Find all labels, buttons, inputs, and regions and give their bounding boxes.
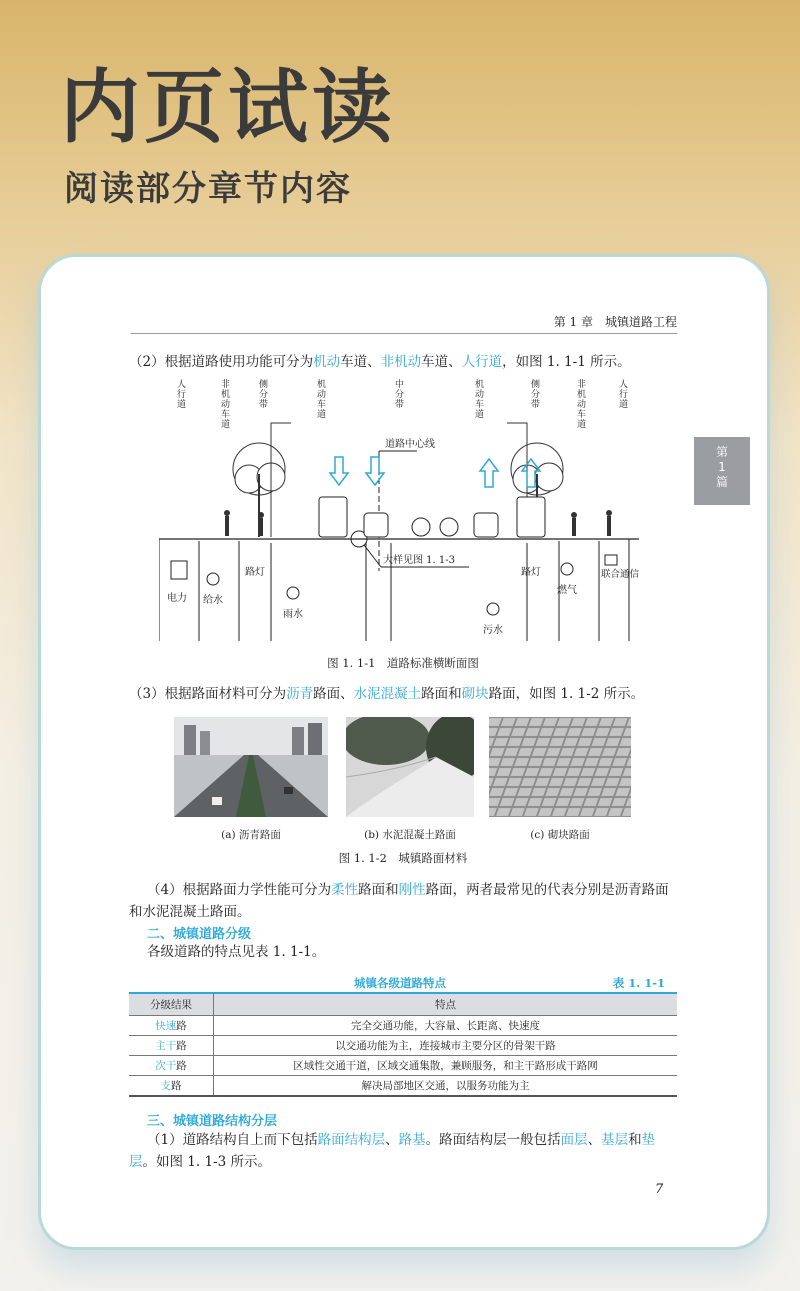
promo-title: 内页试读: [60, 61, 396, 154]
table-title: 城镇各级道路特点: [354, 976, 446, 990]
utility-label: 路灯: [521, 567, 541, 578]
lane-label-char: 动: [475, 390, 485, 400]
lane-labels: [177, 379, 628, 430]
keyword: 路面结构层: [317, 1132, 386, 1148]
power-conduit-icon: [171, 561, 187, 579]
lane-label-char: 人: [177, 380, 187, 390]
lane-label-char: 侧: [259, 380, 269, 390]
keyword: 路基: [398, 1132, 426, 1148]
car-icon: [364, 513, 388, 537]
text: 。如图 1. 1-3 所示。: [142, 1154, 271, 1170]
page-preview-card: [38, 254, 770, 1250]
lane-label-char: 车: [221, 410, 231, 420]
lane-label-char: 道: [577, 420, 587, 430]
road-cross-section-figure: [159, 379, 639, 647]
lane-label: [531, 379, 540, 410]
text: 路: [171, 1080, 182, 1092]
lane-label-char: 行: [177, 390, 187, 400]
text: 。路面结构层一般包括: [425, 1132, 561, 1148]
keyword: 快速: [155, 1020, 177, 1032]
lane-label-char: 机: [577, 390, 587, 400]
cyclist-icon: [258, 512, 264, 518]
text: 和: [628, 1132, 642, 1148]
running-head: 第 1 章 城镇道路工程: [553, 315, 677, 329]
detail-leader: [364, 545, 381, 567]
feature-cell: 以交通功能为主，连接城市主要分区的骨架干路: [214, 1036, 678, 1056]
pipe-icon: [561, 563, 573, 575]
lane-label-char: 道: [177, 400, 187, 410]
pipe-icon: [287, 587, 299, 599]
lane-label-char: 带: [531, 400, 541, 410]
lane-label: [317, 379, 326, 420]
cyclist-icon: [572, 518, 576, 536]
column-header: 特点: [214, 993, 678, 1016]
paragraph-road-mechanics: [129, 879, 677, 923]
photo-caption: (a) 沥青路面: [221, 829, 281, 841]
figure-caption: 图 1. 1-2 城镇路面材料: [338, 851, 468, 865]
table-header-row: [129, 993, 677, 1016]
text: 路面和: [358, 882, 399, 898]
table-row: [129, 1036, 677, 1056]
lane-label-char: 道: [475, 410, 485, 420]
keyword: 砌块: [461, 686, 489, 702]
pipe-icon: [207, 573, 219, 585]
paragraph-road-function: [129, 351, 677, 373]
utility-label: 雨水: [283, 609, 303, 620]
pedestrian-icon: [224, 510, 230, 516]
lane-label: [259, 379, 268, 410]
lane-label-char: 机: [221, 390, 231, 400]
grade-cell: [129, 1036, 214, 1056]
lane-label-char: 侧: [531, 380, 541, 390]
keyword: 水泥混凝土: [353, 686, 422, 702]
text: 路面，如图 1. 1-2 所示。: [488, 686, 645, 702]
text: 、: [587, 1132, 602, 1148]
table-row: [129, 1056, 677, 1076]
lane-label-char: 带: [395, 400, 405, 410]
part-tab-char: 1: [718, 460, 726, 474]
text: 路: [176, 1040, 187, 1052]
lane-label-char: 动: [317, 390, 327, 400]
keyword: 非机动: [380, 354, 422, 370]
feature-cell: 完全交通功能，大容量、长距离、快速度: [214, 1016, 678, 1036]
detail-note: 大样见图 1. 1-3: [383, 555, 456, 566]
lane-label-char: 车: [475, 400, 485, 410]
lane-label-char: 分: [259, 390, 269, 400]
shrub-icon: [412, 518, 430, 536]
text: （4）根据路面力学性能可分为: [147, 882, 332, 898]
road-grade-table: [129, 992, 677, 1097]
shrub-icon: [440, 518, 458, 536]
car-icon: [474, 513, 498, 537]
centerline-label: 道路中心线: [385, 439, 435, 450]
lane-label-char: 中: [395, 380, 405, 390]
cyclist-icon: [571, 512, 577, 518]
table-number: 表 1. 1-1: [612, 976, 665, 990]
part-tab: [694, 437, 750, 505]
table-row: [129, 1016, 677, 1036]
lane-label-char: 行: [619, 390, 629, 400]
section-heading: 二、城镇道路分级: [147, 927, 252, 942]
utility-label: 路灯: [245, 567, 265, 578]
asphalt-road-photo: [174, 717, 328, 817]
paver-road-photo: [489, 717, 631, 817]
table-row: [129, 1076, 677, 1097]
lane-label: [577, 379, 586, 430]
grade-cell: [129, 1056, 214, 1076]
feature-cell: 区域性交通干道，区域交通集散，兼顾服务，和主干路形成干路网: [214, 1056, 678, 1076]
keyword: 基层: [601, 1132, 629, 1148]
pipe-icon: [487, 603, 499, 615]
table-intro: 各级道路的特点见表 1. 1-1。: [147, 944, 326, 960]
text: 路面，两者最常见的代表分别是沥青路面和水泥混凝土路面。: [129, 882, 669, 920]
photo-caption: (c) 砌块路面: [530, 829, 590, 841]
lane-label: [475, 379, 484, 420]
text: ，如图 1. 1-1 所示。: [502, 354, 631, 370]
text: 车道、: [421, 354, 462, 370]
text: （1）道路结构自上而下包括: [147, 1132, 318, 1148]
bus-icon: [517, 497, 545, 537]
lane-label-char: 非: [577, 380, 587, 390]
text: 路面和: [421, 686, 462, 702]
utility-label: 污水: [483, 625, 503, 636]
pedestrian-icon: [607, 516, 611, 536]
lane-label-char: 道: [317, 410, 327, 420]
feature-cell: 解决局部地区交通，以服务功能为主: [214, 1076, 678, 1097]
lane-label-char: 动: [221, 400, 231, 410]
keyword: 人行道: [461, 354, 503, 370]
text: （2）根据道路使用功能可分为: [129, 354, 314, 370]
pedestrian-icon: [225, 516, 229, 536]
concrete-road-photo: [346, 717, 474, 817]
text: 路面、: [313, 686, 354, 702]
text: 路: [176, 1060, 187, 1072]
text: 车道、: [340, 354, 381, 370]
lane-label-char: 人: [619, 380, 629, 390]
pedestrian-icon: [606, 510, 612, 516]
promo-subtitle: 阅读部分章节内容: [64, 169, 352, 209]
book-page: [41, 257, 767, 1247]
header-rule: [131, 333, 677, 334]
lane-label-char: 道: [221, 420, 231, 430]
lane-label: [395, 379, 404, 410]
lane-label-char: 带: [259, 400, 269, 410]
text: 、: [385, 1132, 399, 1148]
bus-icon: [319, 497, 347, 537]
keyword: 主干: [155, 1040, 177, 1052]
arrow-down-icon: [330, 457, 348, 485]
keyword: 垫层: [129, 1132, 656, 1170]
telecom-conduit-icon: [605, 555, 617, 565]
page-number: 7: [655, 1182, 664, 1197]
text: （3）根据路面材料可分为: [129, 686, 287, 702]
figure-caption: 图 1. 1-1 道路标准横断面图: [327, 656, 479, 670]
grade-cell: [129, 1016, 214, 1036]
keyword: 面层: [560, 1132, 588, 1148]
utility-label: 燃气: [557, 585, 577, 596]
utility-label: 电力: [167, 593, 187, 604]
grade-cell: [129, 1076, 214, 1097]
cyclist-icon: [259, 518, 263, 536]
lane-label-char: 非: [221, 380, 231, 390]
lane-label: [177, 379, 186, 410]
lane-label-char: 动: [577, 400, 587, 410]
lane-label-char: 机: [475, 380, 485, 390]
part-tab-char: 第: [715, 445, 728, 459]
keyword: 次干: [155, 1060, 177, 1072]
lane-label: [619, 379, 628, 410]
arrow-up-icon: [480, 459, 498, 487]
paragraph-road-structure: [129, 1129, 677, 1173]
utility-label: 联合通信: [601, 569, 639, 580]
keyword: 刚性: [398, 882, 426, 898]
utility-label: 给水: [203, 595, 223, 606]
lane-label-char: 车: [577, 410, 587, 420]
text: 路: [176, 1020, 187, 1032]
lane-label-char: 分: [395, 390, 405, 400]
keyword: 沥青: [286, 686, 314, 702]
lane-label-char: 机: [317, 380, 327, 390]
section-heading: 三、城镇道路结构分层: [147, 1114, 278, 1129]
lane-label-char: 道: [619, 400, 629, 410]
paragraph-road-material: [129, 683, 677, 705]
keyword: 柔性: [331, 882, 359, 898]
keyword: 机动: [313, 354, 341, 370]
keyword: 支: [160, 1080, 171, 1092]
lane-label-char: 分: [531, 390, 541, 400]
photo-caption: (b) 水泥混凝土路面: [364, 829, 456, 841]
part-tab-char: 篇: [715, 475, 728, 489]
column-header: 分级结果: [129, 993, 214, 1016]
arrow-down-icon: [366, 457, 384, 485]
lane-label: [221, 379, 230, 430]
lane-label-char: 车: [317, 400, 327, 410]
